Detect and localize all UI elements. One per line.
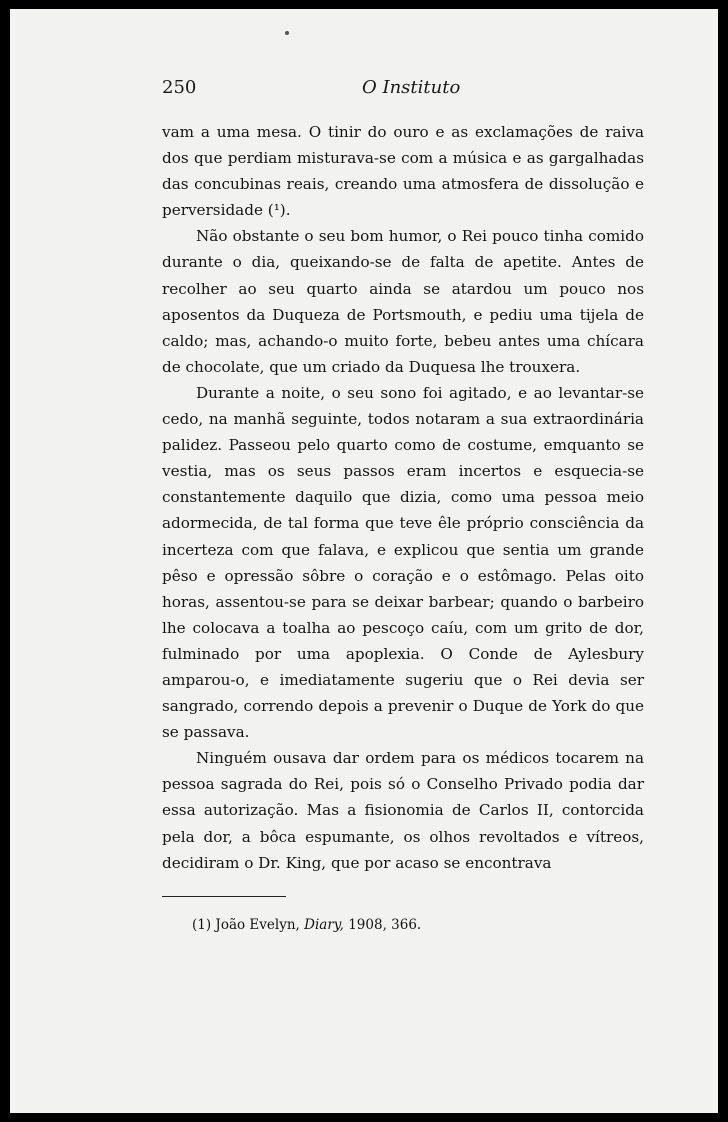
paragraph-1: vam a uma mesa. O tinir do ouro e as exclamações de raiva dos que perdiam misturava-se com a música e as gargalhadas das concubinas reais, creando uma atmosfera de dissolução e perversidade (¹). [162, 123, 644, 220]
footnote-work: Diary, [304, 917, 344, 933]
body-text [162, 119, 644, 876]
footnote-citation: 1908, 366. [348, 917, 422, 933]
footnote-rule [162, 896, 286, 897]
footnote-author: João Evelyn, [215, 917, 300, 933]
paper-sheet [10, 9, 718, 1113]
paragraph-3: Durante a noite, o seu sono foi agitado, e ao levantar-se cedo, na manhã seguinte, todos notaram a sua extraordinária palidez. Passeou pelo quarto como de costume, emquanto se vestia, mas os seus passos eram incertos e esquecia-se constantemente daquilo que dizia, como uma pessoa meio adormecida, de tal forma que teve êle próprio consciência da incerteza com que falava, e explicou que sentia um grande pêso e opressão sôbre o coração e o estômago. Pelas oito horas, assentou-se para se deixar barbear; quando o barbeiro lhe colocava a toalha ao pescoço caíu, com um grito de dor, fulminado por uma apoplexia. O Conde de Aylesbury amparou-o, e imediatamente sugeriu que o Rei devia ser sangrado, correndo depois a prevenir o Duque de York do que se passava. [162, 383, 644, 742]
running-title: O Instituto [362, 77, 461, 98]
ink-speck [285, 31, 289, 35]
paragraph-2: Não obstante o seu bom humor, o Rei pouco tinha comido durante o dia, queixando-se de falta de apetite. Antes de recolher ao seu quarto ainda se atardou um pouco nos aposentos da Duqueza de Portsmouth, e pediu uma tijela de caldo; mas, achando-o muito forte, bebeu antes uma chícara de chocolate, que um criado da Duquesa lhe trouxera. [162, 227, 644, 376]
footnote [192, 917, 421, 933]
page-number: 250 [162, 77, 197, 98]
page-header [162, 77, 646, 107]
paragraph-4: Ninguém ousava dar ordem para os médicos tocarem na pessoa sagrada do Rei, pois só o Conselho Privado podia dar essa autorização. Mas a fisionomia de Carlos II, contorcida pela dor, a bôca espumante, os olhos revoltados e vítreos, decidiram o Dr. King, que por acaso se encontrava [162, 749, 644, 872]
footnote-marker: (1) [192, 917, 212, 933]
